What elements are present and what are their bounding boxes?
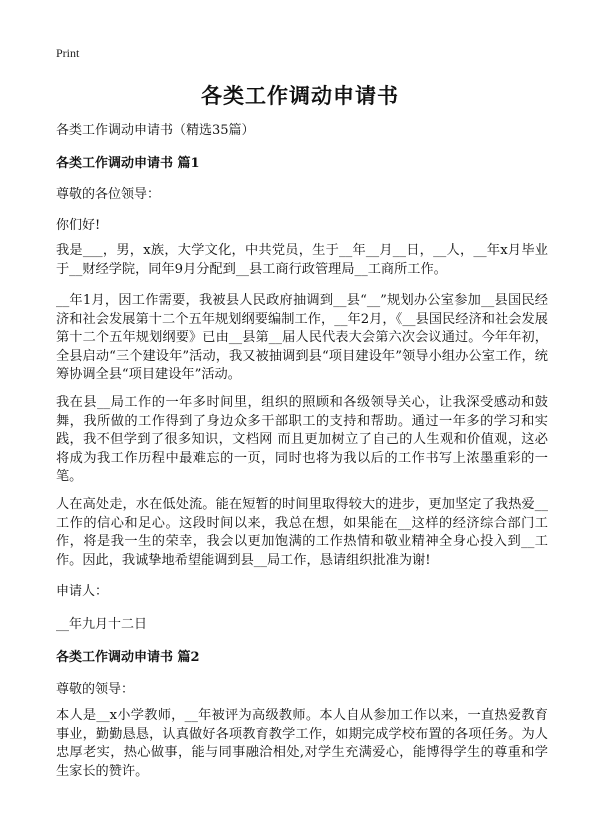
section-1-paragraph-3: 我在县__局工作的一年多时间里，组织的照顾和各级领导关心，让我深受感动和鼓舞，我所做的工作得到了身边众多干部职工的支持和帮助。通过一年多的学习和实践，我不但学到了很多知识，文档网 而且更加树立了自己的人生观和价值观，这必将成为我工作历程中最难忘的一页，同时也将为我以后的工作书写上浓墨重彩的一笔。 [56, 395, 548, 484]
section-1-paragraph-1: 我是___，男，x族，大学文化，中共党员，生于__年__月__日，__人，__年x月毕业于__财经学院，同年9月分配到__县工商行政管理局__工商所工作。 [56, 243, 548, 277]
application-date: __年九月十二日 [56, 617, 148, 632]
section-1-salutation: 尊敬的各位领导： [56, 187, 161, 202]
section-1-paragraph-2: __年1月，因工作需要，我被县人民政府抽调到__县“__”规划办公室参加__县国民经济和社会发展第十二个五年规划纲要编制工作，__年2月，《__县国民经济和社会发展第十二个五年规划纲要》已由__县第__届人民代表大会第六次会议通过。今年年初，全县启动“三个建设年”活动，我又被抽调到县“项目建设年”领导小组办公室工作，统筹协调全县“项目建设年”活动。 [56, 293, 548, 382]
section-1-paragraph-4: 人在高处走，水在低处流。能在短暂的时间里取得较大的进步，更加坚定了我热爱__工作的信心和足心。这段时间以来，我总在想，如果能在__这样的经济综合部门工作，将是我一生的荣幸，我会以更加饱满的工作热情和敬业精神全身心投入到__工作。因此，我诚挚地希望能调到县__局工作，恳请组织批准为谢! [56, 497, 548, 568]
section-2-salutation: 尊敬的领导： [56, 682, 135, 697]
section-1-greeting: 你们好! [56, 218, 101, 233]
section-2-heading: 各类工作调动申请书 篇2 [56, 650, 200, 665]
document-title: 各类工作调动申请书 [201, 83, 399, 108]
section-1-heading: 各类工作调动申请书 篇1 [56, 156, 200, 171]
section-2-paragraph-1: 本人是__x小学教师，__年被评为高级教师。本人自从参加工作以来，一直热爱教育事业，勤勤恳恳，认真做好各项教育教学工作，如期完成学校布置的各项任务。为人忠厚老实，热心做事，能与同事融洽相处,对学生充满爱心，能博得学生的尊重和学生家长的赞许。 [56, 708, 548, 779]
print-link[interactable]: Print [56, 46, 80, 60]
applicant-label: 申请人： [56, 584, 109, 599]
document-subtitle: 各类工作调动申请书（精选35篇） [56, 123, 255, 138]
